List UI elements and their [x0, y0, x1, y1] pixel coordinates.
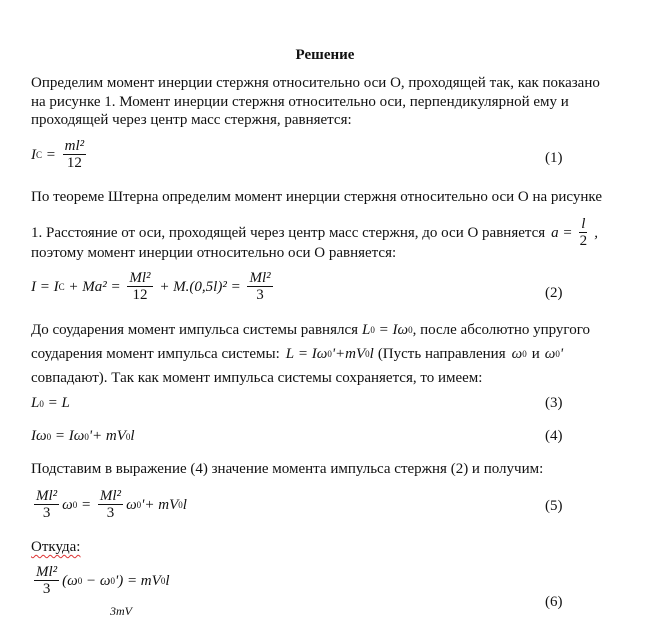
- formula-text: l: [369, 346, 374, 362]
- equation-number: (2): [545, 285, 563, 301]
- numerator: Ml²: [36, 488, 58, 504]
- fraction: [247, 270, 272, 304]
- formula-text: = L: [43, 395, 70, 411]
- inline-formula: [362, 321, 413, 339]
- formula-text: = Iω: [51, 428, 85, 444]
- denominator: 3: [42, 581, 51, 597]
- inline-formula: [512, 345, 527, 363]
- denominator: 12: [66, 155, 82, 171]
- text-line: Подставим в выражение (4) значение момента импульса стержня (2) и получим:: [31, 461, 544, 477]
- numerator: Ml²: [249, 270, 271, 286]
- formula-text: ω: [544, 346, 556, 362]
- text-segment: и: [531, 346, 540, 362]
- formula-text: '+ mV: [88, 428, 126, 444]
- equation-number: (4): [545, 428, 563, 444]
- text-line: проходящей через центр масс стержня, равняется:: [31, 112, 352, 128]
- fraction: [98, 488, 123, 522]
- formula-subscript: 0: [408, 325, 413, 335]
- text-segment: соударения момент импульса системы:: [31, 346, 280, 362]
- formula-text: ω: [62, 496, 73, 513]
- text-segment: 1. Расстояние от оси, проходящей через центр масс стержня, до оси О равняется: [31, 225, 546, 241]
- formula-subscript: 0: [77, 576, 83, 586]
- inline-formula: [286, 345, 374, 363]
- equation-3: [31, 395, 70, 412]
- formula-text: I = I: [31, 278, 59, 295]
- fraction: [34, 488, 59, 522]
- numerator: l: [581, 216, 586, 232]
- numerator: Ml²: [36, 564, 58, 580]
- equation-1: [31, 138, 89, 172]
- formula-text: =: [77, 496, 95, 513]
- equation-number: (6): [545, 594, 563, 610]
- formula-text: =: [42, 146, 60, 163]
- numerator: Ml²: [129, 270, 151, 286]
- formula-subscript: 0: [46, 431, 52, 442]
- formula-subscript: 0: [125, 431, 131, 442]
- partial-formula: 3mV: [110, 604, 132, 618]
- equation-6: [31, 564, 169, 598]
- numerator: Ml²: [99, 488, 122, 504]
- formula-text: ,: [590, 225, 598, 241]
- section-title: Решение: [295, 47, 355, 63]
- formula-subscript: 0: [327, 349, 332, 359]
- formula-subscript: 0: [370, 325, 375, 335]
- formula-text: = Iω: [374, 322, 409, 338]
- formula-subscript: 0: [160, 576, 166, 586]
- formula-text: L: [31, 395, 40, 411]
- formula-text: L = Iω: [285, 346, 328, 362]
- text-line-with-formula: [31, 321, 590, 339]
- equation-5: [31, 488, 187, 522]
- text-segment: (Пусть направления: [377, 346, 506, 362]
- equation-2: [31, 270, 276, 304]
- denominator: 2: [579, 233, 588, 249]
- equation-number: (5): [545, 498, 563, 514]
- formula-subscript: 0: [178, 500, 183, 510]
- fraction: [63, 138, 87, 172]
- text-line: Определим момент инерции стержня относительно оси О, проходящей так, как показано: [31, 75, 600, 91]
- formula-text: + M.(0,5l)² =: [155, 278, 245, 295]
- formula-text: '+ mV: [141, 496, 179, 513]
- numerator: ml²: [64, 138, 85, 154]
- text-segment: До соударения момент импульса системы равнялся: [31, 322, 359, 338]
- text-line: совпадают). Так как момент импульса системы сохраняется, то имеем:: [31, 370, 483, 386]
- formula-subscript: 0: [110, 576, 115, 586]
- formula-text: I: [31, 146, 36, 163]
- formula-text: l: [182, 496, 187, 513]
- formula-text: ω: [511, 346, 523, 362]
- text-line: поэтому момент инерции относительно оси О равняется:: [31, 245, 397, 261]
- formula-text: a =: [551, 225, 577, 241]
- equation-number: (3): [545, 395, 563, 411]
- formula-subscript: 0: [365, 349, 370, 359]
- formula-subscript: 0: [39, 398, 44, 409]
- formula-text: '+mV: [331, 346, 366, 362]
- denominator: 3: [42, 505, 51, 521]
- fraction: [127, 270, 152, 304]
- formula-text: L: [362, 322, 371, 338]
- fraction: [34, 564, 59, 598]
- inline-formula: [545, 345, 563, 363]
- formula-subscript: 0: [72, 500, 78, 510]
- formula-text: ') = mV: [114, 572, 161, 589]
- formula-subscript: 0: [84, 431, 89, 442]
- text-line: на рисунке 1. Момент инерции стержня относительно оси, перпендикулярной ему и: [31, 94, 569, 110]
- text-line: По теореме Штерна определим момент инерции стержня относительно оси О на рисунке: [31, 189, 602, 205]
- formula-text: ': [559, 346, 564, 362]
- formula-text: ω: [126, 496, 137, 513]
- formula-text: Iω: [31, 428, 47, 444]
- formula-text: − ω: [82, 572, 111, 589]
- fraction: [579, 216, 587, 250]
- equation-number: (1): [545, 150, 563, 166]
- formula-text: (ω: [62, 572, 78, 589]
- formula-text: l: [165, 572, 170, 589]
- text-segment: , после абсолютно упругого: [412, 322, 590, 338]
- denominator: 3: [106, 505, 115, 521]
- denominator: 3: [256, 287, 264, 303]
- formula-subscript: C: [36, 150, 43, 160]
- formula-subscript: 0: [555, 349, 560, 359]
- denominator: 12: [132, 287, 148, 303]
- formula-subscript: 0: [136, 500, 142, 510]
- formula-text: + Ma² =: [64, 278, 125, 295]
- text-line: Откуда:: [31, 539, 81, 555]
- equation-4: [31, 428, 135, 445]
- text-line-with-formula: [31, 345, 563, 363]
- formula-text: l: [130, 428, 135, 444]
- formula-subscript: 0: [522, 349, 527, 359]
- inline-formula: [551, 216, 598, 250]
- formula-subscript: C: [58, 282, 65, 292]
